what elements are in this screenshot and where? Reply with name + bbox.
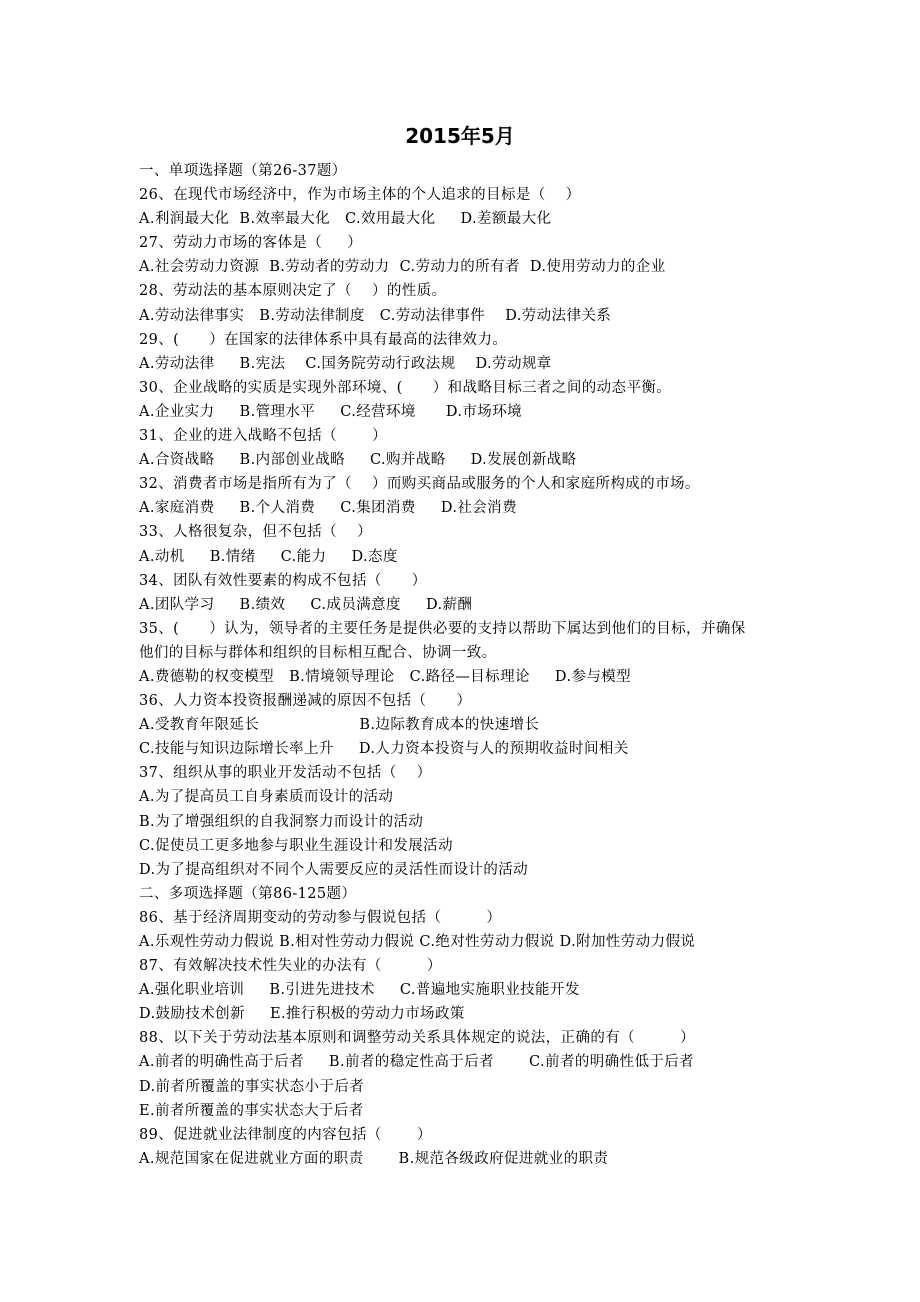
text-line: 88、以下关于劳动法基本原则和调整劳动关系具体规定的说法，正确的有（ ）	[139, 1030, 696, 1047]
text-line: 32、消费者市场是指所有为了（ ）而购买商品或服务的个人和家庭所构成的市场。	[139, 476, 700, 493]
text-line: A.规范国家在促进就业方面的职责 B.规范各级政府促进就业的职责	[139, 1150, 609, 1167]
text-line: 29、( ）在国家的法律体系中具有最高的法律效力。	[139, 331, 508, 348]
text-line: 一、单项选择题（第26-37题）	[139, 163, 347, 179]
page-title: 2015年5月	[405, 124, 515, 148]
text-line: A.利润最大化 B.效率最大化 C.效用最大化 D.差额最大化	[139, 211, 552, 228]
text-line: A.合资战略 B.内部创业战略 C.购并战略 D.发展创新战略	[139, 452, 577, 469]
text-line: 86、基于经济周期变动的劳动参与假说包括（ ）	[139, 909, 502, 926]
text-line: 31、企业的进入战略不包括（ ）	[139, 428, 388, 445]
text-line: A.为了提高员工自身素质而设计的活动	[139, 789, 394, 806]
text-line: A.劳动法律事实 B.劳动法律制度 C.劳动法律事件 D.劳动法律关系	[139, 307, 612, 324]
text-line: 他们的目标与群体和组织的目标相互配合、协调一致。	[139, 644, 497, 661]
text-line: 89、促进就业法律制度的内容包括（ ）	[139, 1126, 432, 1143]
text-line: A.团队学习 B.绩效 C.成员满意度 D.薪酬	[139, 596, 473, 613]
text-line: B.为了增强组织的自我洞察力而设计的活动	[139, 813, 424, 830]
text-line: A.乐观性劳动力假说 B.相对性劳动力假说 C.绝对性劳动力假说 D.附加性劳动力假说	[139, 934, 696, 950]
text-line: 36、人力资本投资报酬递减的原因不包括（ ）	[139, 693, 472, 710]
text-line: 30、企业战略的实质是实现外部环境、( ）和战略目标三者之间的动态平衡。	[139, 379, 672, 396]
text-line: A.动机 B.情绪 C.能力 D.态度	[139, 548, 398, 565]
text-line: A.劳动法律 B.宪法 C.国务院劳动行政法规 D.劳动规章	[139, 355, 552, 372]
text-line: 87、有效解决技术性失业的办法有（ ）	[139, 958, 442, 975]
text-line: A.受教育年限延长 B.边际教育成本的快速增长	[139, 717, 540, 734]
text-line: 27、劳动力市场的客体是（ ）	[139, 235, 363, 252]
text-line: A.家庭消费 B.个人消费 C.集团消费 D.社会消费	[139, 500, 517, 517]
text-line: 37、组织从事的职业开发活动不包括（ ）	[139, 765, 432, 782]
text-line: 34、团队有效性要素的构成不包括（ ）	[139, 572, 427, 589]
text-line: E.前者所覆盖的事实状态大于后者	[139, 1102, 364, 1119]
text-line: A.强化职业培训 B.引进先进技术 C.普遍地实施职业技能开发	[139, 982, 580, 999]
text-line: A.费德勒的权变模型 B.情境领导理论 C.路径—目标理论 D.参与模型	[139, 668, 632, 685]
text-line: A.社会劳动力资源 B.劳动者的劳动力 C.劳动力的所有者 D.使用劳动力的企业	[139, 259, 666, 276]
text-line: 33、人格很复杂，但不包括（ ）	[139, 524, 372, 541]
text-line: C.技能与知识边际增长率上升 D.人力资本投资与人的预期收益时间相关	[139, 741, 629, 758]
text-line: 28、劳动法的基本原则决定了（ ）的性质。	[139, 283, 447, 300]
question-list	[139, 159, 799, 1171]
text-line: 26、在现代市场经济中，作为市场主体的个人追求的目标是（ ）	[139, 187, 581, 204]
text-line: D.前者所覆盖的事实状态小于后者	[139, 1078, 365, 1095]
text-line: A.前者的明确性高于后者 B.前者的稳定性高于后者 C.前者的明确性低于后者	[139, 1054, 695, 1071]
text-line: D.为了提高组织对不同个人需要反应的灵活性而设计的活动	[139, 861, 529, 878]
text-line: A.企业实力 B.管理水平 C.经营环境 D.市场环境	[139, 403, 522, 420]
text-line: C.促使员工更多地参与职业生涯设计和发展活动	[139, 837, 453, 854]
text-line: D.鼓励技术创新 E.推行积极的劳动力市场政策	[139, 1006, 465, 1023]
text-line: 二、多项选择题（第86-125题）	[139, 885, 357, 902]
text-line: 35、( ）认为，领导者的主要任务是提供必要的支持以帮助下属达到他们的目标，并确保	[139, 620, 746, 637]
